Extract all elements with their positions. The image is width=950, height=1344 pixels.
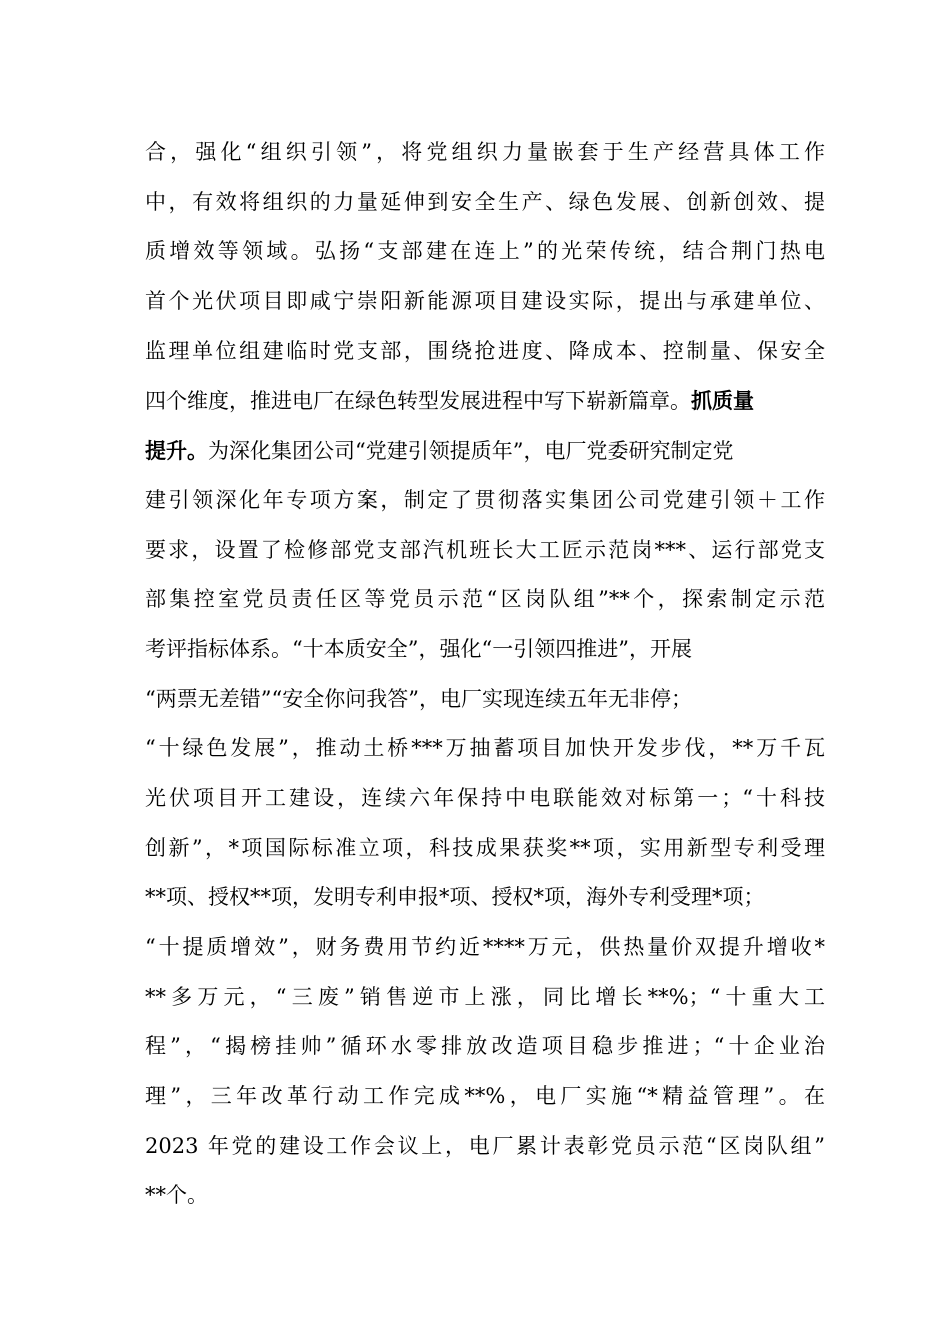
- text-line: 首个光伏项目即咸宁崇阳新能源项目建设实际，提出与承建单位、: [145, 289, 825, 314]
- text-line: 要求，设置了检修部党支部汽机班长大工匠示范岗***、运行部党支: [145, 537, 825, 562]
- text-line: 建引领深化年专项方案，制定了贯彻落实集团公司党建引领＋工作: [145, 487, 825, 512]
- text-line: 中，有效将组织的力量延伸到安全生产、绿色发展、创新创效、提: [145, 189, 825, 214]
- text-line: **多万元，“三废”销售逆市上涨，同比增长**%；“十重大工: [145, 984, 825, 1009]
- text-line: 合，强化“组织引领”，将党组织力量嵌套于生产经营具体工作: [145, 140, 825, 164]
- text-line: **项、授权**项，发明专利申报*项、授权*项，海外专利受理*项；: [145, 885, 765, 910]
- text-line: “十绿色发展”，推动土桥***万抽蓄项目加快开发步伐，**万千瓦: [145, 736, 825, 761]
- text-line: 程”，“揭榜挂帅”循环水零排放改造项目稳步推进；“十企业治: [145, 1034, 825, 1059]
- text-line: 理”，三年改革行动工作完成**%，电厂实施“*精益管理”。在: [145, 1084, 825, 1109]
- body-paragraph: [145, 128, 825, 1221]
- text-line: 考评指标体系。“十本质安全”，强化“一引领四推进”，开展: [145, 636, 692, 661]
- text-line: “十提质增效”，财务费用节约近****万元，供热量价双提升增收*: [145, 935, 825, 959]
- text-line: [145, 376, 825, 426]
- text-line: 部集控室党员责任区等党员示范“区岗队组”**个，探索制定示范: [145, 587, 825, 612]
- text-line: [145, 426, 825, 476]
- text-line: 监理单位组建临时党支部，围绕抢进度、降成本、控制量、保安全: [145, 338, 825, 363]
- text-line: **个。: [145, 1183, 208, 1208]
- text-line: 质增效等领域。弘扬“支部建在连上”的光荣传统，结合荆门热电: [145, 239, 825, 264]
- text-line: 2023 年党的建设工作会议上，电厂累计表彰党员示范“区岗队组”: [145, 1133, 825, 1158]
- text-line: 创新”，*项国际标准立项，科技成果获奖**项，实用新型专利受理: [145, 835, 825, 860]
- text-segment: 四个维度，推进电厂在绿色转型发展进程中写下崭新篇章。: [145, 389, 691, 414]
- text-line: 光伏项目开工建设，连续六年保持中电联能效对标第一；“十科技: [145, 785, 825, 810]
- text-segment: 为深化集团公司“党建引领提质年”，电厂党委研究制定党: [208, 439, 734, 464]
- text-line: “两票无差错”“安全你问我答”，电厂实现连续五年无非停；: [145, 686, 692, 711]
- bold-heading: 提升。: [145, 438, 208, 464]
- bold-heading: 抓质量: [691, 388, 754, 414]
